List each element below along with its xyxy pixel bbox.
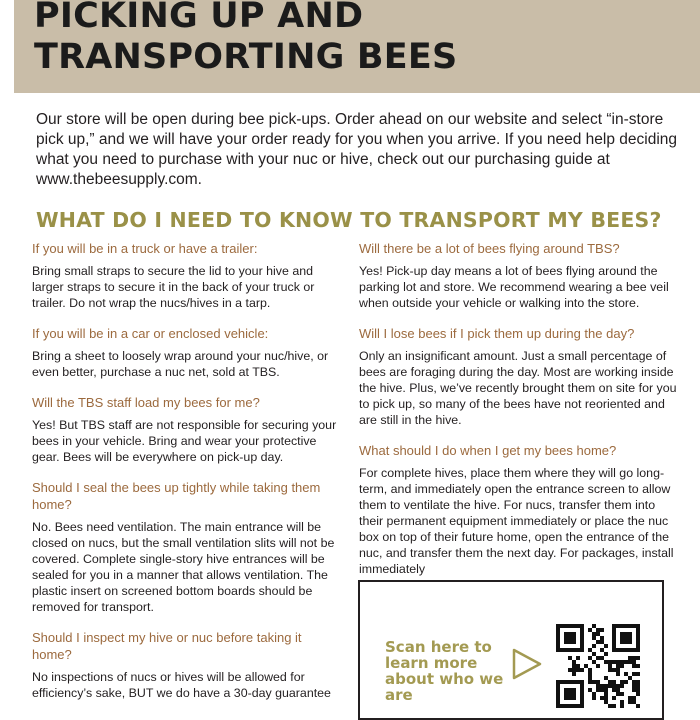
section-heading: WHAT DO I NEED TO KNOW TO TRANSPORT MY BEES? [36,208,662,232]
question: Will I lose bees if I pick them up during the day? [359,326,635,341]
answer: Only an insignificant amount. Just a small percentage of bees are foraging during the day. Most are working inside the hive. Plus, we’ve recently brought them on site for you to pick up, so many of the bees have not reoriented and are still in the hive. [359,349,677,427]
question: What should I do when I get my bees home? [359,443,617,458]
qa-item-inspect [32,629,342,701]
title-line-2: TRANSPORTING BEES [34,37,458,77]
question: Will there be a lot of bees flying around TBS? [359,241,620,256]
answer: No inspections of nucs or hives will be allowed for efficiency’s sake, BUT we do have a 30-day guarantee [32,670,331,700]
question: Should I inspect my hive or nuc before taking it home? [32,630,302,662]
title-line-1: PICKING UP AND [34,0,364,36]
qa-item-staff-load [32,394,342,465]
answer: Bring small straps to secure the lid to your hive and larger straps to secure it in the back of your truck or trailer. Do not wrap the nucs/hives in a tarp. [32,264,315,310]
question: If you will be in a car or enclosed vehicle: [32,326,269,341]
answer: For complete hives, place them where they will go long-term, and immediately open the entrance screen to allow them to ventilate the hive. For nucs, transfer them into their permanent equipment immediately or place the nuc box on top of their future home, open the entrance of the nuc, and transfer them the next day. For packages, install immediately [359,466,674,576]
right-column [359,240,679,591]
qa-item-car [32,325,342,380]
left-column [32,240,342,715]
qa-item-bees-home [359,442,679,577]
qa-item-lose-bees [359,325,679,428]
qr-code-icon[interactable] [556,624,640,708]
qa-item-flying-bees [359,240,679,311]
qa-item-seal [32,479,342,615]
qr-panel [358,580,664,720]
answer: No. Bees need ventilation. The main entrance will be closed on nucs, but the small ventilation slits will not be covered. Complete single-story hive entrances will be sealed for you in a manner that allows ventilation. The plastic insert on screened bottom boards should be removed for transport. [32,520,335,614]
intro-paragraph: Our store will be open during bee pick-ups. Order ahead on our website and select “in-store pick up,” and we will have your order ready for you when you arrive. If you need help deciding what you need to purchase with your nuc or hive, check out our purchasing guide at www.thebeesupply.com. [36,111,678,188]
qa-item-truck [32,240,342,311]
question: Will the TBS staff load my bees for me? [32,395,260,410]
play-arrow-icon [512,648,542,680]
answer: Yes! Pick-up day means a lot of bees flying around the parking lot and store. We recommend wearing a bee veil when outside your vehicle or walking into the store. [359,264,669,310]
answer: Yes! But TBS staff are not responsible for securing your bees in your vehicle. Bring and wear your protective gear. Bees will be everywhere on pick-up day. [32,418,337,464]
question: If you will be in a truck or have a trailer: [32,241,258,256]
answer: Bring a sheet to loosely wrap around your nuc/hive, or even better, purchase a nuc net, sold at TBS. [32,349,329,379]
page-title [34,0,457,78]
scan-text: Scan here to learn more about who we are [385,638,504,704]
question: Should I seal the bees up tightly while taking them home? [32,480,321,512]
